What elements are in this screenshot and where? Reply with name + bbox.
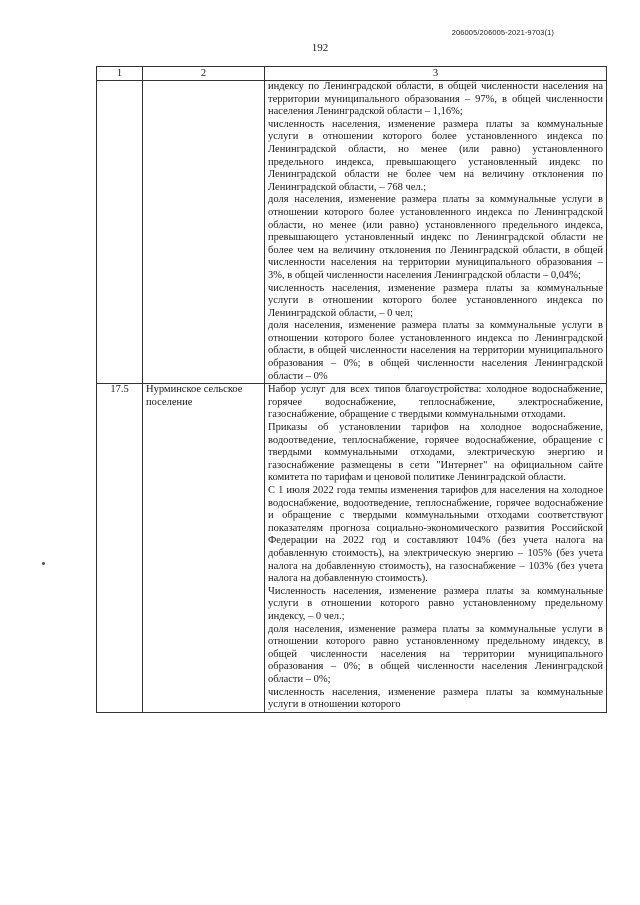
regulation-table: [96, 66, 607, 713]
table-row-continued: [97, 81, 607, 384]
row-number: 17.5: [97, 384, 143, 712]
margin-dot: [42, 562, 45, 565]
paragraph: доля населения, изменение размера платы за коммунальные услуги в отношении которого более установленного индекса по Ленинградской области, но менее (или равно) установленного предельного индекса, превышающего установленный индекс по Ленинградской области не более чем на величину отклонения по Ленинградской области, в общей численности населения на территории муниципального образования – 3%, в общей численности населения Ленинградской области – 0,04%;: [268, 194, 603, 281]
paragraph: доля населения, изменение размера платы за коммунальные услуги в отношении которого равно установленному предельному индексу, в общей численности населения на территории муниципального образования – 0%; в общей численности населения Ленинградской области – 0%;: [268, 623, 603, 685]
table-header-row: [97, 67, 607, 81]
paragraph: доля населения, изменение размера платы за коммунальные услуги в отношении которого более установленного индекса по Ленинградской области, в общей численности населения на территории муниципального образования – 0%; в общей численности населения Ленинградской области – 0%: [268, 320, 603, 382]
paragraph: численность населения, изменение размера платы за коммунальные услуги в отношении которого более установленного индекса по Ленинградской области, но менее (или равно) установленного предельного индекса, превышающего установленный индекс по Ленинградской области не более чем на величину отклонения по Ленинградской области, – 768 чел.;: [268, 118, 603, 193]
row-number: [97, 81, 143, 384]
paragraph: С 1 июля 2022 года темпы изменения тарифов для населения на холодное водоснабжение, водоотведение, теплоснабжение, горячее водоснабжение и обращение с твердыми коммунальными отходами соответствуют показателям прогноза социально-экономического развития Российской Федерации на 2022 год и составляют 104% (без учета налога на добавленную стоимость), на электрическую энергию – 105% (без учета налога на добавленную стоимость), на газоснабжение – 103% (без учета налога на добавленную стоимость).: [268, 485, 603, 585]
column-header-1: 1: [97, 67, 143, 81]
document-id: 206005/206005-2021-9703(1): [451, 28, 554, 37]
page-number: 192: [311, 42, 329, 54]
column-header-3: 3: [265, 67, 607, 81]
row-entity: [143, 81, 265, 384]
table-row-17-5: [97, 384, 607, 712]
paragraph: численность населения, изменение размера платы за коммунальные услуги в отношении которого более установленного индекса по Ленинградской области, – 0 чел;: [268, 282, 603, 319]
paragraph: Численность населения, изменение размера платы за коммунальные услуги в отношении которого равно установленному предельному индексу, – 0 чел.;: [268, 585, 603, 622]
row-content: [265, 384, 607, 712]
row-entity: Нурминское сельское поселение: [143, 384, 265, 712]
paragraph: Приказы об установлении тарифов на холодное водоснабжение, водоотведение, теплоснабжение, горячее водоснабжение, обращение с твердыми коммунальными отходами, электрическую энергию и газоснабжение размещены в сети "Интернет" на официальном сайте комитета по тарифам и ценовой политике Ленинградской области.: [268, 422, 603, 484]
paragraph: численность населения, изменение размера платы за коммунальные услуги в отношении которого: [268, 686, 603, 711]
column-header-2: 2: [143, 67, 265, 81]
paragraph: индексу по Ленинградской области, в общей численности населения на территории муниципального образования – 97%, в общей численности населения Ленинградской области – 1,16%;: [268, 81, 603, 118]
paragraph: Набор услуг для всех типов благоустройства: холодное водоснабжение, горячее водоснабжение, теплоснабжение, электроснабжение, газоснабжение, обращение с твердыми коммунальными отходами.: [268, 384, 603, 421]
row-content: [265, 81, 607, 384]
